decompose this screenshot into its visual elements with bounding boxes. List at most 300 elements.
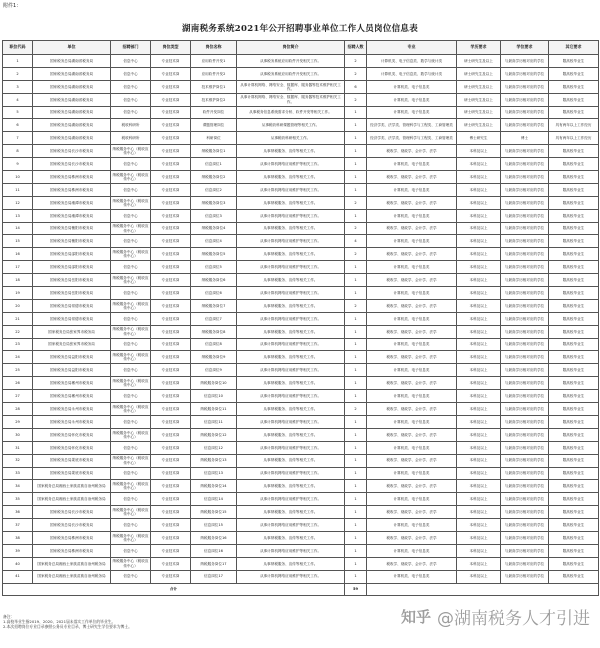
table-row [3, 145, 599, 158]
table-cell: 从事纳税服务、宣传等相关工作。 [237, 274, 345, 287]
table-cell: 专业技术岗 [151, 467, 191, 480]
table-cell: 限高校毕业生 [549, 390, 599, 403]
table-cell: 2 [345, 67, 367, 80]
table-cell: 纳税服务中心（税收宣传中心） [111, 454, 151, 467]
table-cell: 国家税务总局株洲市税务局 [33, 171, 111, 184]
table-cell: 与最高学历相对应的学位 [501, 544, 549, 557]
table-cell: 信息中心 [111, 80, 151, 93]
table-cell: 34 [3, 480, 33, 493]
table-cell: 从事计算机网络、网络安全、数据库、服务器等技术维护相关工作。 [237, 93, 345, 106]
table-cell: 国家税务总局长沙市税务局 [33, 145, 111, 158]
table-cell: 从事纳税服务、宣传等相关工作。 [237, 531, 345, 544]
table-cell: 从事纳税服务、宣传等相关工作。 [237, 145, 345, 158]
table-cell: 限高校毕业生 [549, 209, 599, 222]
note-line: 备注： [3, 614, 15, 619]
table-cell: 本科及以上 [457, 325, 501, 338]
table-cell: 3 [3, 80, 33, 93]
table-cell: 纳税服务中心（税收宣传中心） [111, 145, 151, 158]
table-cell: 限高校毕业生 [549, 287, 599, 300]
watermark [401, 604, 590, 629]
table-row [3, 132, 599, 145]
table-cell: 从事计算机网络应用维护等相关工作。 [237, 441, 345, 454]
table-cell: 限高校毕业生 [549, 428, 599, 441]
table-cell: 限高校毕业生 [549, 312, 599, 325]
table-cell: 研士研究生及以上 [457, 119, 501, 132]
table-row [3, 364, 599, 377]
table-cell: 信息中心 [111, 106, 151, 119]
table-cell: 信息中心 [111, 209, 151, 222]
table-cell: 研士研究生及以上 [457, 93, 501, 106]
table-cell: 专业技术岗 [151, 248, 191, 261]
table-cell: 本科及以上 [457, 158, 501, 171]
table-cell: 信息岗位7 [191, 312, 237, 325]
table-cell: 限高校毕业生 [549, 158, 599, 171]
table-cell: 计算机类、电子信息类 [367, 158, 457, 171]
table-cell: 税收学、财政学、会计学、法学 [367, 274, 457, 287]
table-cell: 税收学、财政学、会计学、法学 [367, 299, 457, 312]
table-cell: 国家税务总局长沙市税务局 [33, 519, 111, 532]
table-cell: 本科及以上 [457, 171, 501, 184]
table-cell: 从事纳税服务、宣传等相关工作。 [237, 299, 345, 312]
table-cell: 本科及以上 [457, 248, 501, 261]
table-cell: 本科及以上 [457, 441, 501, 454]
table-row [3, 312, 599, 325]
table-cell: 国家税务总局株洲市税务局 [33, 183, 111, 196]
table-cell: 专业技术岗 [151, 93, 191, 106]
table-cell: 16 [3, 248, 33, 261]
table-cell: 23 [3, 338, 33, 351]
table-cell: 27 [3, 390, 33, 403]
table-cell: 1 [345, 390, 367, 403]
table-row [3, 209, 599, 222]
table-row [3, 428, 599, 441]
table-cell: 纳税服务岗位11 [191, 403, 237, 416]
table-cell: 与最高学历相对应的学位 [501, 299, 549, 312]
table-cell: 1 [345, 454, 367, 467]
table-cell: 纳税服务岗位13 [191, 454, 237, 467]
table-cell: 20 [3, 299, 33, 312]
table-cell: 本科及以上 [457, 570, 501, 583]
table-cell: 本科及以上 [457, 364, 501, 377]
table-cell: 1 [345, 145, 367, 158]
positions-table [2, 40, 599, 596]
table-cell: 从事纳税服务、宣传等相关工作。 [237, 325, 345, 338]
table-cell: 限高校毕业生 [549, 80, 599, 93]
table-cell: 10 [3, 171, 33, 184]
table-cell: 1 [345, 428, 367, 441]
table-cell: 37 [3, 519, 33, 532]
table-cell: 从事税务系统应用软件开发相关工作。 [237, 67, 345, 80]
table-cell: 限高校毕业生 [549, 222, 599, 235]
table-row [3, 55, 599, 68]
table-cell: 从事税务信息系统需求分析、软件开发等相关工作。 [237, 106, 345, 119]
table-cell: 从事纳税服务、宣传等相关工作。 [237, 222, 345, 235]
table-cell: 限高校毕业生 [549, 325, 599, 338]
table-cell: 计算机类、电子信息类 [367, 106, 457, 119]
table-cell: 限高校毕业生 [549, 544, 599, 557]
table-cell: 从事纳税服务、宣传等相关工作。 [237, 351, 345, 364]
table-cell: 本科及以上 [457, 506, 501, 519]
table-cell: 经济学类、法学类、管理科学与工程类、工商管理类 [367, 132, 457, 145]
table-row [3, 480, 599, 493]
table-cell: 从事计算机网络应用维护等相关工作。 [237, 287, 345, 300]
table-cell: 1 [345, 415, 367, 428]
table-cell: 专业技术岗 [151, 274, 191, 287]
table-cell: 国家税务总局湖南省税务局 [33, 106, 111, 119]
table-cell: 与最高学历相对应的学位 [501, 158, 549, 171]
table-row [3, 557, 599, 570]
table-cell: 本科及以上 [457, 222, 501, 235]
table-cell: 限高校毕业生 [549, 441, 599, 454]
table-cell: 与最高学历相对应的学位 [501, 119, 549, 132]
table-cell: 信息岗位2 [191, 183, 237, 196]
table-row [3, 106, 599, 119]
table-cell: 1 [345, 557, 367, 570]
table-cell: 4 [3, 93, 33, 106]
table-cell: 专业技术岗 [151, 506, 191, 519]
table-cell: 本科及以上 [457, 403, 501, 416]
table-cell: 与最高学历相对应的学位 [501, 248, 549, 261]
table-cell: 从事计算机网络应用维护等相关工作。 [237, 519, 345, 532]
table-cell: 1 [345, 544, 367, 557]
table-cell: 与最高学历相对应的学位 [501, 287, 549, 300]
table-cell: 本科及以上 [457, 261, 501, 274]
table-cell: 从事纳税服务、宣传等相关工作。 [237, 428, 345, 441]
table-row [3, 454, 599, 467]
table-cell: 技术维护岗位2 [191, 93, 237, 106]
table-cell: 专业技术岗 [151, 55, 191, 68]
table-row [3, 467, 599, 480]
table-cell: 限高校毕业生 [549, 106, 599, 119]
table-cell: 国家税务总局邵阳市税务局 [33, 248, 111, 261]
table-body [3, 55, 599, 596]
table-cell: 国家税务总局衡阳市税务局 [33, 222, 111, 235]
table-cell: 2 [345, 403, 367, 416]
table-cell: 本科及以上 [457, 145, 501, 158]
table-cell: 信息中心 [111, 158, 151, 171]
table-cell: 32 [3, 454, 33, 467]
table-cell: 计算机类、电子信息类 [367, 544, 457, 557]
table-cell: 1 [345, 287, 367, 300]
table-row [3, 403, 599, 416]
table-cell: 限高校毕业生 [549, 261, 599, 274]
table-row [3, 377, 599, 390]
table-cell: 与最高学历相对应的学位 [501, 506, 549, 519]
table-cell: 从事计算机网络应用维护等相关工作。 [237, 261, 345, 274]
table-row [3, 235, 599, 248]
table-cell: 计算机类、电子信息类 [367, 235, 457, 248]
table-cell: 纳税服务中心（税收宣传中心） [111, 403, 151, 416]
table-cell: 信息岗位14 [191, 493, 237, 506]
table-cell: 纳税服务中心（税收宣传中心） [111, 531, 151, 544]
table-cell: 信息岗位15 [191, 519, 237, 532]
table-cell: 信息中心 [111, 364, 151, 377]
table-cell: 国家税务总局常德市税务局 [33, 312, 111, 325]
table-cell: 与最高学历相对应的学位 [501, 312, 549, 325]
table-cell: 从事计算机网络、网络安全、数据库、服务器等技术维护相关工作。 [237, 80, 345, 93]
table-cell: 与最高学历相对应的学位 [501, 196, 549, 209]
table-cell: 本科及以上 [457, 312, 501, 325]
table-cell: 税收学、财政学、会计学、法学 [367, 222, 457, 235]
table-cell: 专业技术岗 [151, 351, 191, 364]
table-cell: 1 [345, 325, 367, 338]
table-cell: 国家税务总局湘西土家族苗族自治州税务局 [33, 480, 111, 493]
table-cell: 计算机类、电子信息类 [367, 415, 457, 428]
table-cell: 11 [3, 183, 33, 196]
table-cell: 1 [345, 312, 367, 325]
table-cell: 纳税服务岗位1 [191, 145, 237, 158]
table-row [3, 93, 599, 106]
table-cell: 从事纳税服务、宣传等相关工作。 [237, 377, 345, 390]
table-cell: 从事纳税服务、宣传等相关工作。 [237, 506, 345, 519]
table-cell: 国家税务总局永州市税务局 [33, 415, 111, 428]
table-cell: 计算机类、电子信息类 [367, 209, 457, 222]
table-cell: 从事纳税服务、宣传等相关工作。 [237, 171, 345, 184]
table-cell: 本科及以上 [457, 338, 501, 351]
table-cell: 40 [3, 557, 33, 570]
table-cell: 国家税务总局湖南省税务局 [33, 93, 111, 106]
column-header: 学位要求 [501, 41, 549, 55]
table-cell: 限高校毕业生 [549, 299, 599, 312]
table-row [3, 531, 599, 544]
table-cell: 信息中心 [111, 287, 151, 300]
column-header: 岗位类型 [151, 41, 191, 55]
table-row [3, 544, 599, 557]
table-cell: 国家税务总局长沙市税务局 [33, 506, 111, 519]
table-cell: 计算机类、电子信息类 [367, 93, 457, 106]
table-cell: 从事纳税服务、宣传等相关工作。 [237, 454, 345, 467]
table-row [3, 506, 599, 519]
table-cell: 专业技术岗 [151, 557, 191, 570]
column-header: 单位 [33, 41, 111, 55]
total-value: 59 [345, 583, 367, 596]
table-cell: 税收学、财政学、会计学、法学 [367, 171, 457, 184]
table-cell: 信息中心 [111, 55, 151, 68]
table-cell: 限高校毕业生 [549, 196, 599, 209]
table-cell: 信息中心 [111, 390, 151, 403]
table-cell: 本科及以上 [457, 415, 501, 428]
table-cell: 国家税务总局郴州市税务局 [33, 377, 111, 390]
table-cell: 科研岗位 [191, 132, 237, 145]
table-cell: 纳税服务岗位6 [191, 274, 237, 287]
table-cell: 专业技术岗 [151, 67, 191, 80]
table-cell: 纳税服务中心（税收宣传中心） [111, 557, 151, 570]
table-cell: 1 [345, 519, 367, 532]
table-cell: 与最高学历相对应的学位 [501, 570, 549, 583]
table-cell: 信息岗位12 [191, 441, 237, 454]
table-row [3, 338, 599, 351]
table-cell: 专业技术岗 [151, 80, 191, 93]
table-cell: 6 [345, 80, 367, 93]
table-cell: 国家税务总局湘西土家族苗族自治州税务局 [33, 557, 111, 570]
table-cell: 专业技术岗 [151, 312, 191, 325]
table-cell: 限高校毕业生 [549, 67, 599, 80]
table-row [3, 570, 599, 583]
table-cell: 专业技术岗 [151, 403, 191, 416]
table-cell: 信息中心 [111, 67, 151, 80]
table-cell: 2 [345, 55, 367, 68]
table-row [3, 196, 599, 209]
table-cell: 纳税服务岗位16 [191, 531, 237, 544]
table-cell: 限高校毕业生 [549, 93, 599, 106]
table-row [3, 274, 599, 287]
table-cell: 从事计算机网络应用维护等相关工作。 [237, 570, 345, 583]
footnotes [3, 614, 132, 630]
table-cell: 纳税服务中心（税收宣传中心） [111, 377, 151, 390]
table-cell: 税收科研所 [111, 132, 151, 145]
table-cell: 2 [345, 93, 367, 106]
table-cell: 与最高学历相对应的学位 [501, 415, 549, 428]
table-header-row [3, 41, 599, 55]
table-cell: 与最高学历相对应的学位 [501, 519, 549, 532]
table-cell: 国家税务总局衡阳市税务局 [33, 235, 111, 248]
table-cell: 税收学、财政学、会计学、法学 [367, 557, 457, 570]
table-cell: 纳税服务岗位17 [191, 557, 237, 570]
table-cell: 18 [3, 274, 33, 287]
table-cell: 2 [345, 222, 367, 235]
table-cell: 纳税服务岗位15 [191, 506, 237, 519]
table-cell: 计算机类、电子信息类 [367, 183, 457, 196]
table-cell: 纳税服务中心（税收宣传中心） [111, 196, 151, 209]
table-cell: 税收学、财政学、会计学、法学 [367, 196, 457, 209]
table-cell: 2 [3, 67, 33, 80]
table-cell: 限高校毕业生 [549, 377, 599, 390]
table-cell: 信息中心 [111, 519, 151, 532]
table-cell: 纳税服务岗位9 [191, 351, 237, 364]
table-cell: 信息岗位4 [191, 235, 237, 248]
table-cell: 专业技术岗 [151, 338, 191, 351]
table-cell: 1 [345, 183, 367, 196]
table-cell: 专业技术岗 [151, 480, 191, 493]
table-cell: 限高校毕业生 [549, 570, 599, 583]
table-cell: 计算机类、电子信息类、数学与统计类 [367, 67, 457, 80]
table-cell: 从事税收科研相关工作。 [237, 132, 345, 145]
table-cell: 税收科研所 [111, 119, 151, 132]
table-cell: 与最高学历相对应的学位 [501, 454, 549, 467]
table-cell: 2 [345, 299, 367, 312]
table-cell: 与最高学历相对应的学位 [501, 441, 549, 454]
table-cell: 信息岗位13 [191, 467, 237, 480]
table-cell: 限高校毕业生 [549, 364, 599, 377]
table-cell: 21 [3, 312, 33, 325]
table-cell: 与最高学历相对应的学位 [501, 557, 549, 570]
table-cell: 与最高学历相对应的学位 [501, 55, 549, 68]
table-cell: 国家税务总局湖南省税务局 [33, 119, 111, 132]
table-cell: 计算机类、电子信息类 [367, 570, 457, 583]
table-cell: 信息岗位3 [191, 209, 237, 222]
table-cell: 1 [345, 171, 367, 184]
table-cell: 专业技术岗 [151, 519, 191, 532]
table-row [3, 415, 599, 428]
table-cell: 从事计算机网络应用维护等相关工作。 [237, 415, 345, 428]
table-cell: 22 [3, 325, 33, 338]
table-cell: 从事计算机网络应用维护等相关工作。 [237, 493, 345, 506]
table-cell: 29 [3, 415, 33, 428]
table-cell: 信息中心 [111, 467, 151, 480]
table-cell: 6 [3, 119, 33, 132]
table-cell: 与最高学历相对应的学位 [501, 183, 549, 196]
table-cell: 信息岗位6 [191, 287, 237, 300]
table-cell: 信息岗位16 [191, 544, 237, 557]
table-cell: 本科及以上 [457, 519, 501, 532]
table-cell: 计算机类、电子信息类 [367, 261, 457, 274]
watermark-author: @湖南税务人才引进 [437, 609, 590, 629]
table-cell: 纳税服务中心（税收宣传中心） [111, 480, 151, 493]
table-cell: 纳税服务中心（税收宣传中心） [111, 171, 151, 184]
table-cell: 1 [345, 158, 367, 171]
table-cell: 税收学、财政学、会计学、法学 [367, 377, 457, 390]
table-cell: 本科及以上 [457, 209, 501, 222]
table-cell: 信息中心 [111, 570, 151, 583]
table-cell: 国家税务总局湘西土家族苗族自治州税务局 [33, 570, 111, 583]
table-cell: 税收学、财政学、会计学、法学 [367, 248, 457, 261]
table-cell: 计算机类、电子信息类 [367, 80, 457, 93]
table-cell: 从事纳税服务、宣传等相关工作。 [237, 480, 345, 493]
table-cell: 研士研究生及以上 [457, 67, 501, 80]
table-cell: 与最高学历相对应的学位 [501, 222, 549, 235]
table-cell: 与最高学历相对应的学位 [501, 480, 549, 493]
table-cell: 1 [345, 209, 367, 222]
table-cell: 计算机类、电子信息类 [367, 467, 457, 480]
table-cell: 33 [3, 467, 33, 480]
table-cell: 纳税服务岗位8 [191, 325, 237, 338]
table-cell: 12 [3, 196, 33, 209]
table-cell: 13 [3, 209, 33, 222]
table-cell: 本科及以上 [457, 454, 501, 467]
table-cell: 8 [3, 145, 33, 158]
table-cell: 研士研究生及以上 [457, 55, 501, 68]
table-cell: 专业技术岗 [151, 106, 191, 119]
table-cell: 税收学、财政学、会计学、法学 [367, 506, 457, 519]
table-cell: 计算机类、电子信息类 [367, 312, 457, 325]
note-line: 1.高校毕业生指2019、2020、2021届未落实工作单位的毕业生。 [3, 619, 116, 625]
table-cell: 24 [3, 351, 33, 364]
table-cell: 信息岗位9 [191, 364, 237, 377]
table-cell: 软件开发岗位 [191, 106, 237, 119]
table-cell: 技术维护岗位1 [191, 80, 237, 93]
table-cell: 国家税务总局岳阳市税务局 [33, 274, 111, 287]
table-cell: 26 [3, 377, 33, 390]
table-cell: 专业技术岗 [151, 132, 191, 145]
table-cell: 信息中心 [111, 441, 151, 454]
table-cell: 国家税务总局株洲市税务局 [33, 531, 111, 544]
table-cell: 博士 [501, 132, 549, 145]
table-cell: 1 [345, 338, 367, 351]
table-cell: 信息中心 [111, 415, 151, 428]
table-cell: 从事税收科研课题管理等相关工作。 [237, 119, 345, 132]
table-cell: 从事计算机网络应用维护等相关工作。 [237, 209, 345, 222]
table-cell: 限高校毕业生 [549, 557, 599, 570]
table-cell: 国家税务总局株洲市税务局 [33, 544, 111, 557]
table-cell: 国家税务总局湖南省税务局 [33, 55, 111, 68]
table-row [3, 248, 599, 261]
table-cell: 纳税服务中心（税收宣传中心） [111, 506, 151, 519]
table-cell: 限高校毕业生 [549, 351, 599, 364]
table-cell: 与最高学历相对应的学位 [501, 261, 549, 274]
table-row [3, 441, 599, 454]
table-cell: 计算机类、电子信息类 [367, 441, 457, 454]
table-cell: 本科及以上 [457, 183, 501, 196]
table-row [3, 519, 599, 532]
table-cell: 信息岗位8 [191, 338, 237, 351]
table-cell: 限高校毕业生 [549, 506, 599, 519]
table-cell: 与最高学历相对应的学位 [501, 235, 549, 248]
table-cell: 限高校毕业生 [549, 145, 599, 158]
watermark-platform: 知乎 [400, 608, 431, 626]
table-cell: 税收学、财政学、会计学、法学 [367, 454, 457, 467]
table-cell: 从事计算机网络应用维护等相关工作。 [237, 364, 345, 377]
table-cell: 39 [3, 544, 33, 557]
